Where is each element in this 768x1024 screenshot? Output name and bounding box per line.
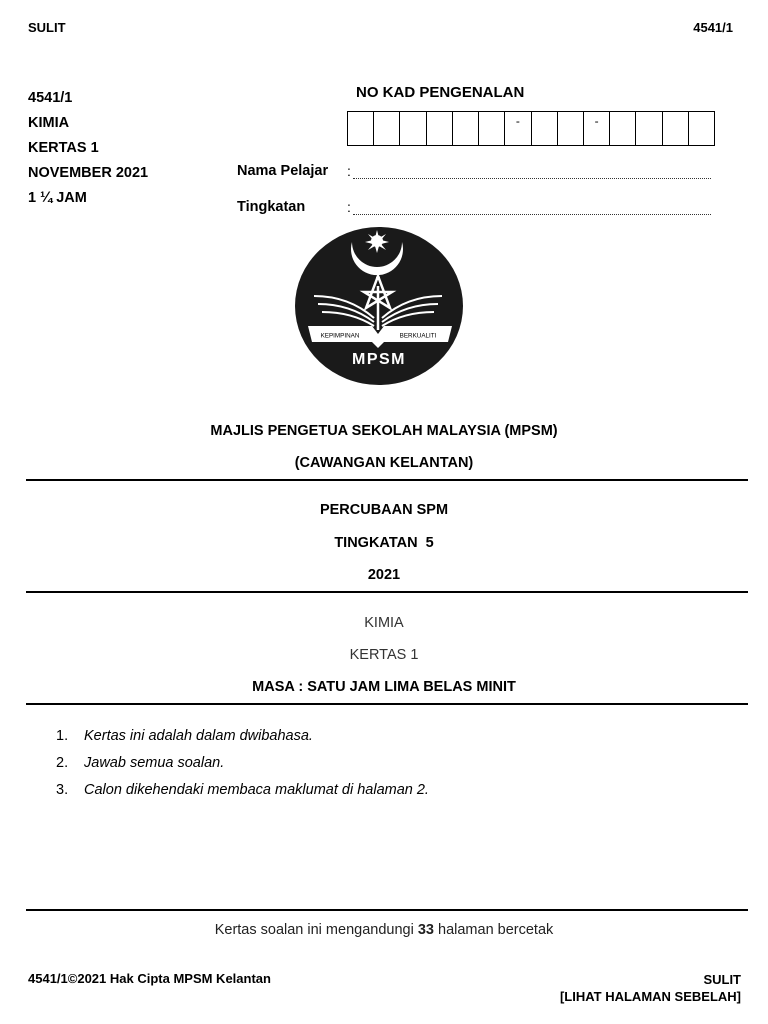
- paper-date: NOVEMBER 2021: [28, 165, 149, 181]
- org-branch: (CAWANGAN KELANTAN): [294, 455, 474, 471]
- logo-text-bottom: MPSM: [352, 351, 406, 368]
- paper-subject: KIMIA: [28, 115, 70, 131]
- ic-number-boxes[interactable]: [347, 111, 715, 146]
- class-colon: :: [347, 199, 351, 215]
- paper-number: KERTAS 1: [28, 140, 99, 156]
- org-name: MAJLIS PENGETUA SEKOLAH MALAYSIA (MPSM): [210, 423, 558, 439]
- page-count-note: Kertas soalan ini mengandungi 33 halaman bercetak: [214, 922, 554, 938]
- instruction-item: 2. Jawab semua soalan.: [56, 755, 225, 771]
- name-colon: :: [347, 163, 351, 179]
- ic-cell[interactable]: [400, 112, 426, 145]
- instructions-list: [56, 723, 429, 804]
- ic-cell[interactable]: [558, 112, 584, 145]
- exam-year: 2021: [367, 567, 401, 583]
- name-label: Nama Pelajar: [237, 163, 329, 179]
- subject-paper: KERTAS 1: [349, 647, 419, 663]
- ic-cell[interactable]: [479, 112, 505, 145]
- paper-meta: [28, 86, 148, 211]
- paper-duration: 1 ¼ JAM: [28, 190, 87, 206]
- instruction-item: 3. Calon dikehendaki membaca maklumat di halaman 2.: [56, 782, 429, 798]
- name-field[interactable]: [353, 177, 711, 179]
- divider: [26, 703, 748, 705]
- ic-cell[interactable]: [532, 112, 558, 145]
- divider: [26, 909, 748, 911]
- ic-cell[interactable]: [636, 112, 662, 145]
- ic-cell-separator[interactable]: -: [505, 112, 531, 145]
- instruction-item: 1. Kertas ini adalah dalam dwibahasa.: [56, 728, 313, 744]
- footer-right: [560, 971, 741, 1005]
- header-paper-code: 4541/1: [693, 20, 733, 35]
- exam-time: MASA : SATU JAM LIMA BELAS MINIT: [252, 679, 516, 695]
- logo-text-left: KEPIMPINAN: [320, 332, 360, 340]
- footer-next-page: [LIHAT HALAMAN SEBELAH]: [559, 989, 741, 1004]
- footer-copyright: 4541/1©2021 Hak Cipta MPSM Kelantan: [28, 971, 271, 986]
- header-classification: SULIT: [28, 20, 66, 35]
- paper-code: 4541/1: [28, 90, 73, 106]
- exam-name: PERCUBAAN SPM: [319, 502, 449, 518]
- subject-name: KIMIA: [364, 615, 404, 631]
- ic-title: NO KAD PENGENALAN: [356, 84, 525, 101]
- ic-cell[interactable]: [663, 112, 689, 145]
- logo-text-right: BERKUALITI: [399, 332, 437, 340]
- mpsm-logo: [294, 226, 464, 386]
- ic-cell[interactable]: [689, 112, 714, 145]
- ic-cell[interactable]: [348, 112, 374, 145]
- class-label: Tingkatan: [237, 199, 306, 215]
- ic-cell[interactable]: [427, 112, 453, 145]
- ic-cell-separator[interactable]: -: [584, 112, 610, 145]
- ic-cell[interactable]: [610, 112, 636, 145]
- ic-cell[interactable]: [453, 112, 479, 145]
- class-field[interactable]: [353, 213, 711, 215]
- divider: [26, 479, 748, 481]
- divider: [26, 591, 748, 593]
- footer-classification: SULIT: [703, 972, 741, 987]
- ic-cell[interactable]: [374, 112, 400, 145]
- exam-form: TINGKATAN 5: [334, 535, 434, 551]
